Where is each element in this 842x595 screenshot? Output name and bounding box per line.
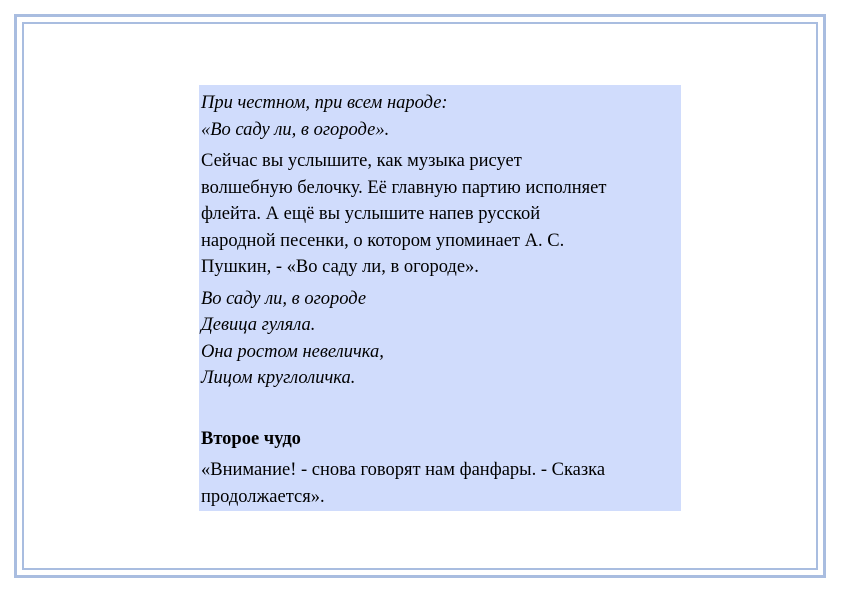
text-box: [199, 85, 681, 511]
closing-line: «Внимание! - снова говорят нам фанфары. - Сказка: [201, 460, 606, 480]
description-line: Пушкин, - «Во саду ли, в огороде».: [201, 257, 479, 277]
description-paragraph: [201, 148, 679, 281]
section-heading: Второе чудо: [201, 428, 301, 449]
intro-line: При честном, при всем народе:: [201, 93, 448, 113]
intro-verse: [201, 90, 679, 143]
closing-line: продолжается».: [201, 486, 325, 507]
verse-line: Лицом круглоличка.: [201, 368, 356, 388]
intro-line: «Во саду ли, в огороде».: [201, 119, 390, 140]
description-line: Сейчас вы услышите, как музыка рисует: [201, 151, 522, 171]
song-verse: [201, 286, 679, 392]
verse-line: Она ростом невеличка,: [201, 341, 384, 362]
closing-paragraph: [201, 457, 679, 510]
verse-line: Девица гуляла.: [201, 315, 316, 335]
description-line: народной песенки, о котором упоминает А. С.: [201, 230, 565, 251]
description-line: флейта. А ещё вы услышите напев русской: [201, 204, 541, 224]
verse-line: Во саду ли, в огороде: [201, 288, 367, 309]
description-line: волшебную белочку. Её главную партию исполняет: [201, 177, 607, 198]
